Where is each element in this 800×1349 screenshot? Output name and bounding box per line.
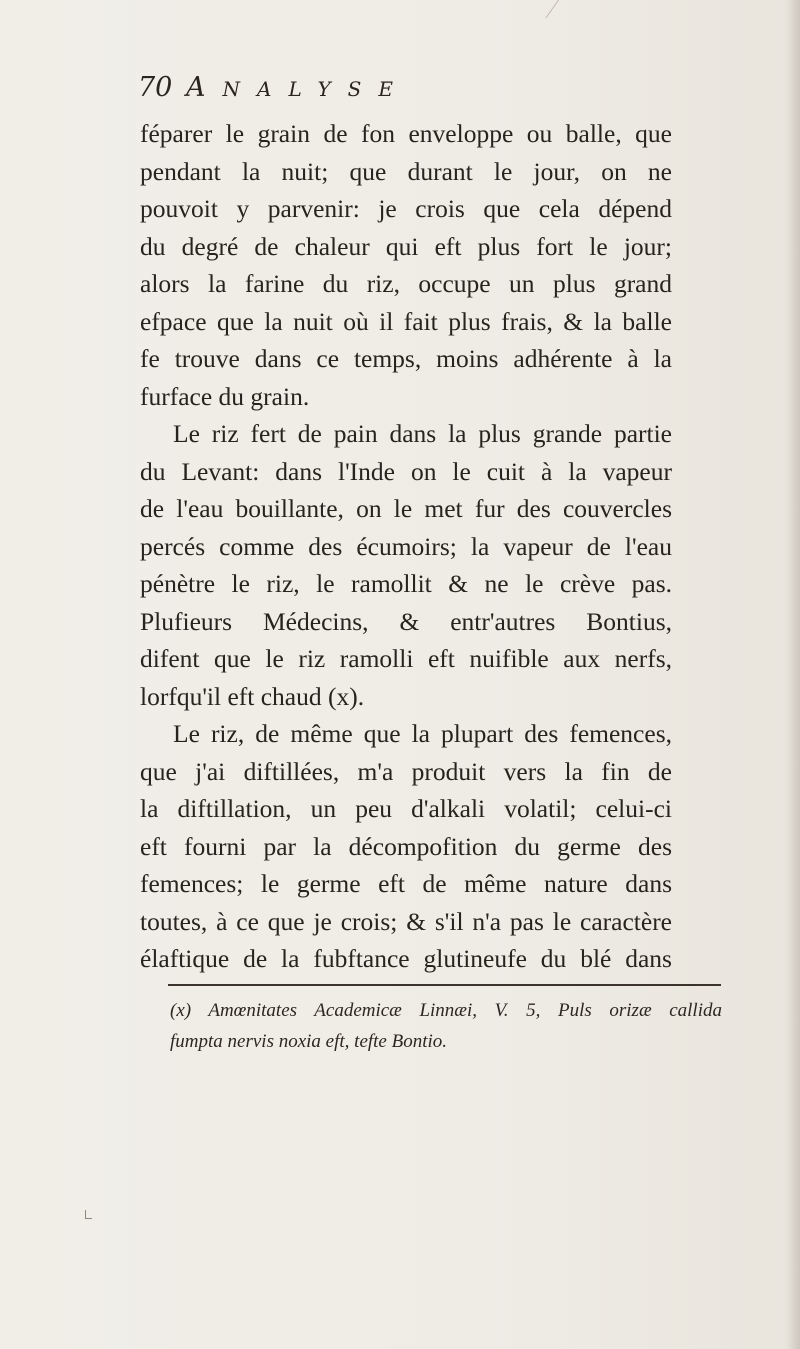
text-line: Plufieurs Médecins, & entr'autres Bontius,: [140, 606, 672, 636]
page-edge-shadow: [786, 0, 800, 1349]
text-line: Le riz fert de pain dans la plus grande partie: [173, 419, 672, 448]
body-text: [140, 115, 672, 978]
text-line: difent que le riz ramolli eft nuifible aux nerfs,: [140, 644, 672, 673]
text-line: du Levant: dans l'Inde on le cuit à la vapeur: [140, 456, 672, 486]
text-line: efpace que la nuit où il fait plus frais, & la balle: [140, 306, 672, 336]
text-line: féparer le grain de fon enveloppe ou balle, que: [140, 119, 672, 148]
text-line: pouvoit y parvenir: je crois que cela dépend: [140, 194, 672, 223]
text-line: furface du grain.: [140, 381, 310, 411]
running-title: [186, 72, 410, 103]
margin-mark: [85, 1210, 92, 1219]
text-line: percés comme des écumoirs; la vapeur de l'eau: [140, 531, 672, 561]
text-line: toutes, à ce que je crois; & s'il n'a pas le caractère: [140, 906, 672, 936]
text-line: femences; le germe eft de même nature dans: [140, 869, 672, 898]
text-line: que j'ai diftillées, m'a produit vers la fin de: [140, 756, 672, 786]
text-line: pendant la nuit; que durant le jour, on ne: [140, 156, 672, 186]
running-title-rest: NALYSE: [222, 77, 410, 101]
text-line: de l'eau bouillante, on le met fur des couvercles: [140, 494, 672, 523]
text-line: pénètre le riz, le ramollit & ne le crève pas.: [140, 569, 672, 598]
running-title-initial: A: [186, 72, 223, 103]
footnote-line: fumpta nervis noxia eft, tefte Bontio.: [170, 1031, 448, 1052]
text-line: élaftique de la fubftance glutineufe du blé dans: [140, 944, 672, 973]
text-line: du degré de chaleur qui eft plus fort le jour;: [140, 231, 672, 261]
footnote-line: (x) Amœnitates Academicæ Linnæi, V. 5, Puls orizæ callida: [170, 1000, 722, 1021]
text-line: la diftillation, un peu d'alkali volatil; celui-ci: [140, 794, 672, 823]
corner-mark: [545, 0, 579, 18]
page-header: [138, 72, 658, 112]
text-line: eft fourni par la décompofition du germe des: [140, 831, 672, 861]
footnote-rule: [168, 984, 721, 986]
text-line: alors la farine du riz, occupe un plus grand: [140, 269, 672, 298]
text-line: fe trouve dans ce temps, moins adhérente à la: [140, 344, 672, 373]
text-line: lorfqu'il eft chaud (x).: [140, 681, 365, 711]
page-number: 70: [138, 72, 173, 103]
text-line: Le riz, de même que la plupart des femences,: [173, 719, 672, 748]
footnote: [170, 995, 722, 1057]
